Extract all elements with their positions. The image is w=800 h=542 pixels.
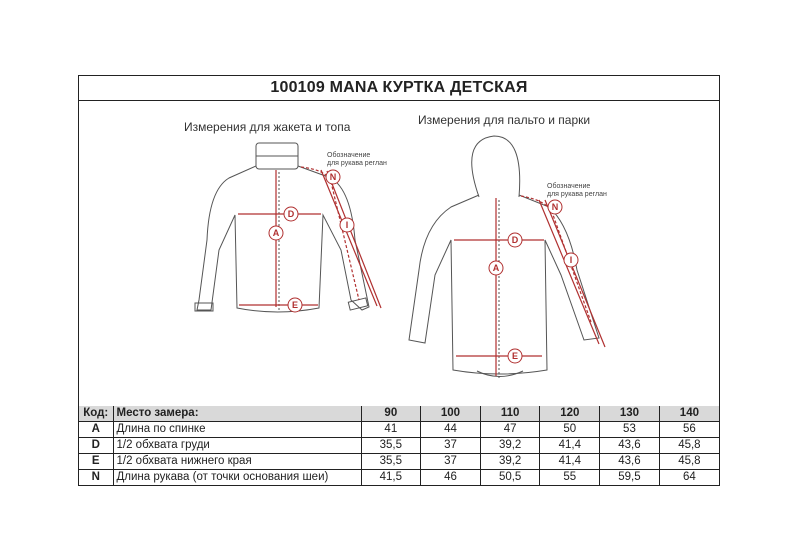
cell-value: 41,4	[540, 454, 600, 470]
cell-value: 41	[361, 422, 421, 438]
header-size-110: 110	[480, 406, 540, 422]
cell-value: 37	[421, 438, 481, 454]
cell-value: 50,5	[480, 470, 540, 486]
cell-value: 55	[540, 470, 600, 486]
jacket-raglan-note-1: Обозначение	[327, 152, 371, 159]
cell-value: 37	[421, 454, 481, 470]
jacket-marker-e: E	[291, 300, 299, 310]
header-size-90: 90	[361, 406, 421, 422]
coat-raglan-note-2: для рукава реглан	[547, 191, 607, 198]
cell-value: 39,2	[480, 438, 540, 454]
header-measure-point: Место замера:	[113, 406, 361, 422]
row-code: A	[79, 422, 113, 438]
coat-raglan-note-1: Обозначение	[547, 183, 591, 190]
table-row	[79, 422, 719, 438]
size-chart-sheet	[78, 75, 720, 486]
jacket-caption: Измерения для жакета и топа	[184, 120, 351, 134]
garment-sketches	[79, 100, 721, 406]
cell-value: 39,2	[480, 454, 540, 470]
header-size-100: 100	[421, 406, 481, 422]
coat-marker-e: E	[511, 351, 519, 361]
cell-value: 35,5	[361, 438, 421, 454]
cell-value: 47	[480, 422, 540, 438]
header-size-130: 130	[600, 406, 660, 422]
coat-marker-labels	[489, 182, 607, 363]
table-row	[79, 454, 719, 470]
cell-value: 45,8	[659, 438, 719, 454]
header-size-140: 140	[659, 406, 719, 422]
header-size-120: 120	[540, 406, 600, 422]
cell-value: 35,5	[361, 454, 421, 470]
jacket-marker-a: A	[272, 228, 280, 238]
size-table-wrap	[79, 406, 719, 485]
jacket-marker-d: D	[287, 209, 295, 219]
coat-marker-n: N	[551, 202, 559, 212]
coat-marker-i: I	[569, 255, 573, 265]
cell-value: 50	[540, 422, 600, 438]
coat-caption: Измерения для пальто и парки	[418, 113, 591, 127]
row-label: 1/2 обхвата нижнего края	[113, 454, 361, 470]
cell-value: 41,5	[361, 470, 421, 486]
header-code: Код:	[79, 406, 113, 422]
row-code: D	[79, 438, 113, 454]
cell-value: 43,6	[600, 438, 660, 454]
row-label: 1/2 обхвата груди	[113, 438, 361, 454]
cell-value: 56	[659, 422, 719, 438]
table-row	[79, 438, 719, 454]
cell-value: 41,4	[540, 438, 600, 454]
row-code: N	[79, 470, 113, 486]
jacket-raglan-note-2: для рукава реглан	[327, 160, 387, 167]
cell-value: 53	[600, 422, 660, 438]
size-table	[79, 406, 719, 485]
jacket-marker-n: N	[329, 172, 337, 182]
cell-value: 44	[421, 422, 481, 438]
coat-marker-a: A	[492, 263, 500, 273]
jacket-measures	[238, 167, 381, 308]
row-code: E	[79, 454, 113, 470]
chart-title: 100109 MANA КУРТКА ДЕТСКАЯ	[79, 76, 719, 101]
cell-value: 46	[421, 470, 481, 486]
cell-value: 43,6	[600, 454, 660, 470]
table-row	[79, 470, 719, 486]
cell-value: 45,8	[659, 454, 719, 470]
jacket-marker-i: I	[345, 220, 349, 230]
table-header-row	[79, 406, 719, 422]
cell-value: 59,5	[600, 470, 660, 486]
row-label: Длина по спинке	[113, 422, 361, 438]
cell-value: 64	[659, 470, 719, 486]
coat-marker-d: D	[511, 235, 519, 245]
row-label: Длина рукава (от точки основания шеи)	[113, 470, 361, 486]
measurement-diagrams	[79, 100, 719, 406]
